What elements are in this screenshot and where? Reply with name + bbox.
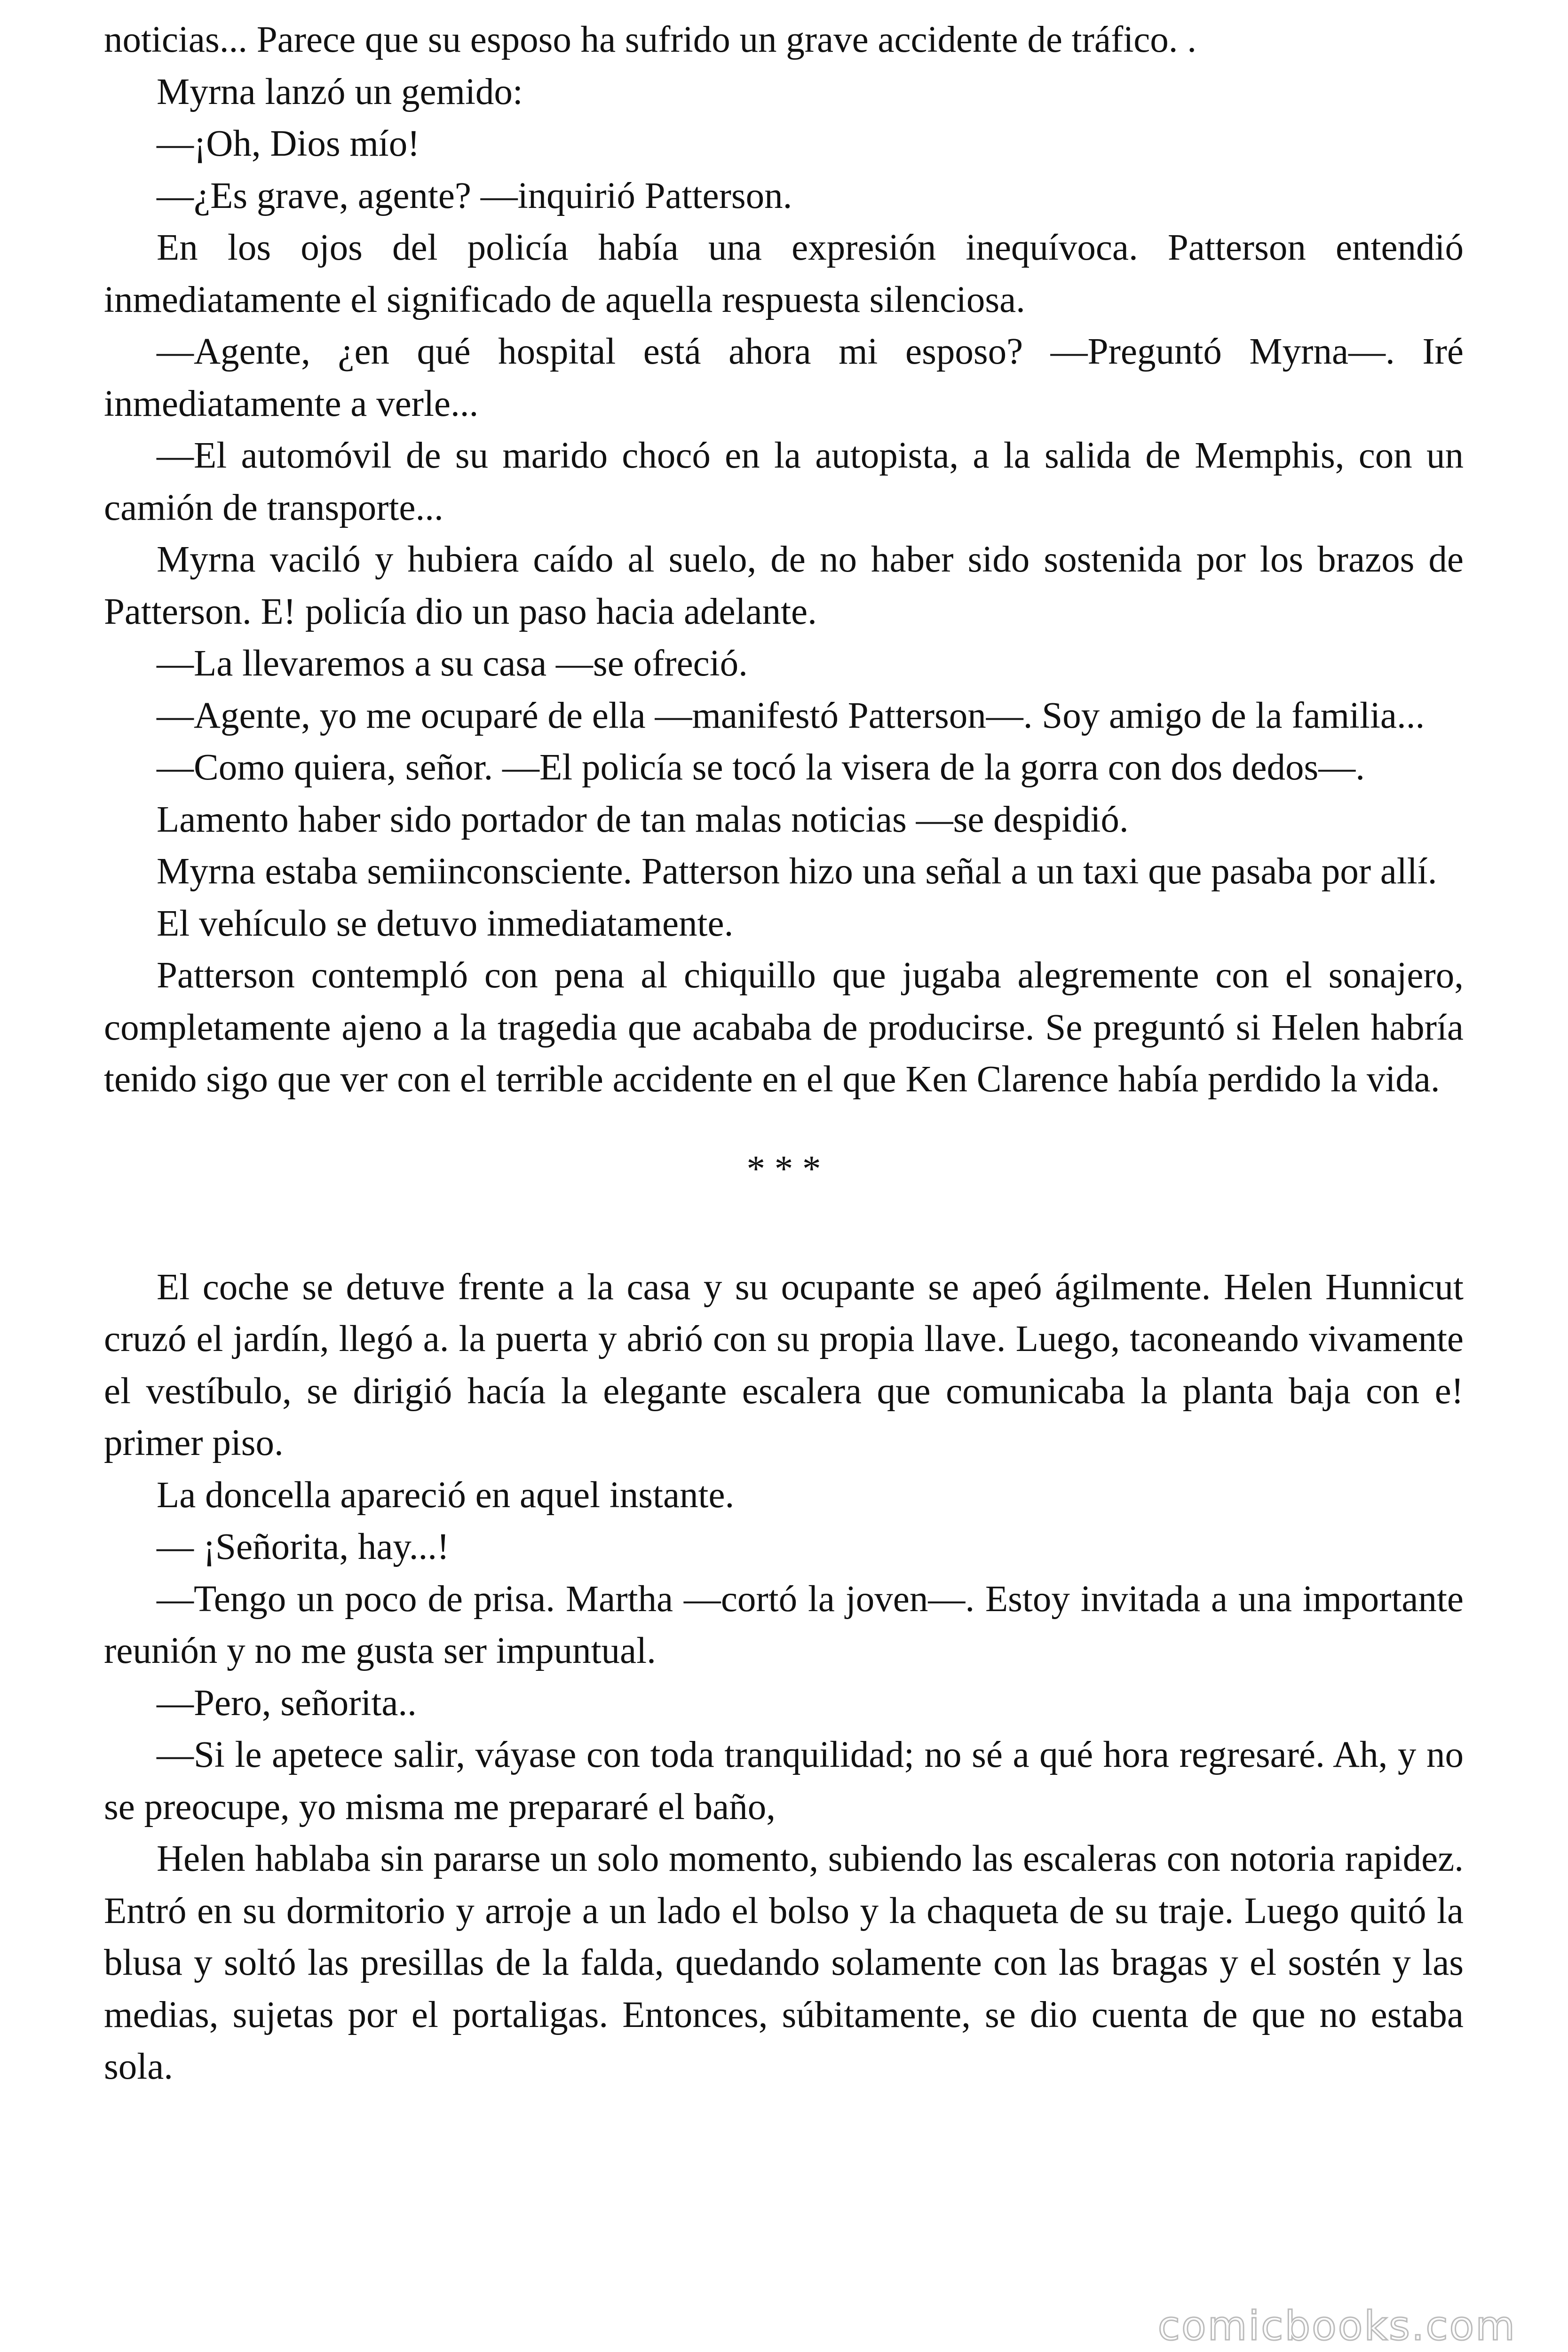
paragraph: —Como quiera, señor. —El policía se tocó la visera de la gorra con dos dedos—. <box>157 747 1365 788</box>
paragraph: Helen hablaba sin pararse un solo momento, subiendo las escaleras con notoria rapidez. Entró en su dormitorio y arroje a un lado el bolso y la chaqueta de su traje. Luego quitó la blusa y soltó las presillas de la falda, quedando solamente con las bragas y el sostén y las medias, sujetas por el portaligas. Entonces, súbitamente, se dio cuenta de que no estaba sola. <box>104 1838 1464 2087</box>
paragraph: El vehículo se detuvo inmediatamente. <box>157 903 734 944</box>
paragraph: —La llevaremos a su casa —se ofreció. <box>157 643 748 684</box>
paragraph: noticias... Parece que su esposo ha sufrido un grave accidente de tráfico. . <box>104 19 1197 60</box>
paragraph: —Agente, yo me ocuparé de ella —manifestó Patterson—. Soy amigo de la familia... <box>157 695 1425 736</box>
paragraph: — ¡Señorita, hay...! <box>157 1526 450 1567</box>
section-separator: * * * <box>746 1148 821 1190</box>
watermark: comicbooks.com <box>1157 2303 1516 2350</box>
paragraph: Myrna vaciló y hubiera caído al suelo, de no haber sido sostenida por los brazos de Patterson. E! policía dio un paso hacia adelante. <box>104 539 1464 632</box>
paragraph: El coche se detuve frente a la casa y su ocupante se apeó ágilmente. Helen Hunnicut cruzó el jardín, llegó a. la puerta y abrió con su propia llave. Luego, taconeando vivamente el vestíbulo, se dirigió hacía la elegante escalera que comunicaba la planta baja con e! primer piso. <box>104 1266 1464 1463</box>
paragraph: Lamento haber sido portador de tan malas noticias —se despidió. <box>157 799 1129 840</box>
paragraph: En los ojos del policía había una expresión inequívoca. Patterson entendió inmediatamente el significado de aquella respuesta silenciosa. <box>104 227 1464 320</box>
paragraph: La doncella apareció en aquel instante. <box>157 1474 735 1516</box>
book-page <box>104 14 1464 2093</box>
paragraph: —Pero, señorita.. <box>157 1682 417 1724</box>
paragraph: Myrna lanzó un gemido: <box>157 71 523 112</box>
paragraph: —¡Oh, Dios mío! <box>157 123 420 164</box>
paragraph: —El automóvil de su marido chocó en la autopista, a la salida de Memphis, con un camión de transporte... <box>104 435 1464 528</box>
paragraph: —Agente, ¿en qué hospital está ahora mi esposo? —Preguntó Myrna—. Iré inmediatamente a verle... <box>104 331 1464 424</box>
paragraph: —Tengo un poco de prisa. Martha —cortó la joven—. Estoy invitada a una importante reunión y no me gusta ser impuntual. <box>104 1578 1464 1671</box>
paragraph: —¿Es grave, agente? —inquirió Patterson. <box>157 175 792 216</box>
paragraph: Myrna estaba semiinconsciente. Patterson hizo una señal a un taxi que pasaba por allí. <box>157 851 1437 892</box>
paragraph: Patterson contempló con pena al chiquillo que jugaba alegremente con el sonajero, completamente ajeno a la tragedia que acababa de producirse. Se preguntó si Helen habría tenido sigo que ver con el terrible accidente en el que Ken Clarence había perdido la vida. <box>104 955 1464 1100</box>
paragraph: —Si le apetece salir, váyase con toda tranquilidad; no sé a qué hora regresaré. Ah, y no se preocupe, yo misma me prepararé el baño, <box>104 1734 1464 1828</box>
